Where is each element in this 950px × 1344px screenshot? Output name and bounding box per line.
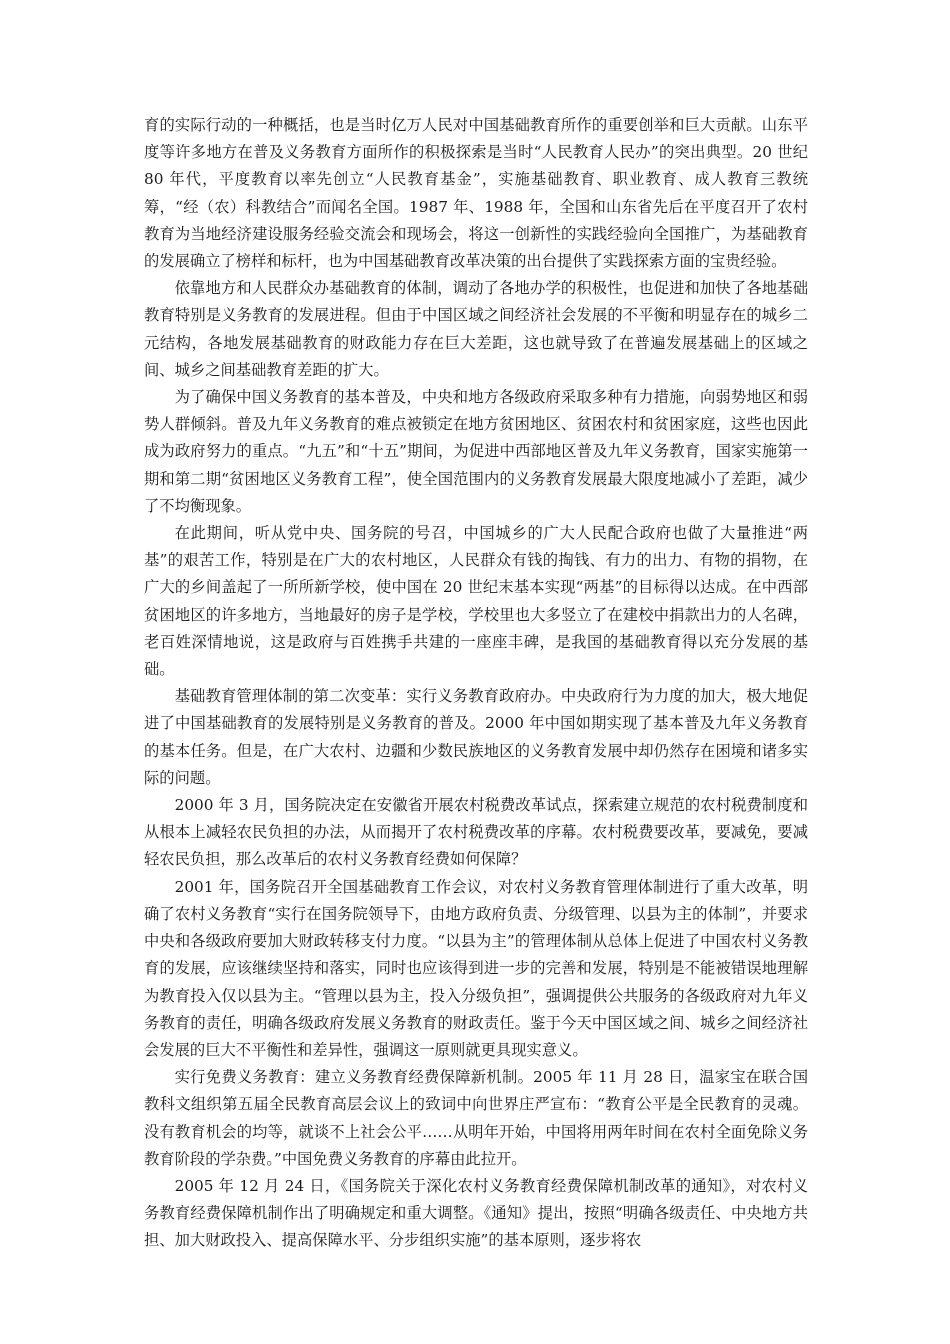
paragraph-9: 2005 年 12 月 24 日，《国务院关于深化农村义务教育经费保障机制改革的通知》，对农村义务教育经费保障机制作出了明确规定和重大调整。《通知》提出，按照“明确各级责任、中央地方共担、加大财政投入、提高保障水平、分步组织实施”的基本原则，逐步将农 — [144, 1176, 808, 1250]
document-page — [144, 112, 808, 1255]
paragraph-1: 育的实际行动的一种概括，也是当时亿万人民对中国基础教育所作的重要创举和巨大贡献。山东平度等许多地方在普及义务教育方面所作的积极探索是当时“人民教育人民办”的突出典型。20 世纪 80 年代，平度教育以率先创立“人民教育基金”，实施基础教育、职业教育、成人教育三教统筹，“经（农）科教结合”而闻名全国。1987 年、1988 年，全国和山东省先后在平度召开了农村教育为当地经济建设服务经验交流会和现场会，将这一创新性的实践经验向全国推广，为基础教育的发展确立了榜样和标杆，也为中国基础教育改革决策的出台提供了实践探索方面的宝贵经验。 — [144, 116, 808, 271]
paragraph-6: 2000 年 3 月，国务院决定在安徽省开展农村税费改革试点，探索建立规范的农村税费制度和从根本上减轻农民负担的办法，从而揭开了农村税费改革的序幕。农村税费要改革，要减免，要减轻农民负担，那么改革后的农村义务教育经费如何保障？ — [144, 796, 808, 869]
paragraph-8: 实行免费义务教育：建立义务教育经费保障新机制。2005 年 11 月 28 日，温家宝在联合国教科文组织第五届全民教育高层会议上的致词中向世界庄严宣布：“教育公平是全民教育的灵魂。没有教育机会的均等，就谈不上社会公平……从明年开始，中国将用两年时间在农村全面免除义务教育阶段的学杂费。”中国免费义务教育的序幕由此拉开。 — [144, 1068, 808, 1168]
paragraph-3: 为了确保中国义务教育的基本普及，中央和地方各级政府采取多种有力措施，向弱势地区和弱势人群倾斜。普及九年义务教育的难点被锁定在地方贫困地区、贫困农村和贫困家庭，这些也因此成为政府努力的重点。“九五”和“十五”期间，为促进中西部地区普及九年义务教育，国家实施第一期和第二期“贫困地区义务教育工程”，使全国范围内的义务教育发展最大限度地减小了差距，减少了不均衡现象。 — [144, 388, 808, 515]
paragraph-5: 基础教育管理体制的第二次变革：实行义务教育政府办。中央政府行为力度的加大，极大地促进了中国基础教育的发展特别是义务教育的普及。2000 年中国如期实现了基本普及九年义务教育的基本任务。但是，在广大农村、边疆和少数民族地区的义务教育发展中却仍然存在困境和诸多实际的问题。 — [144, 687, 808, 787]
paragraph-2: 依靠地方和人民群众办基础教育的体制，调动了各地办学的积极性，也促进和加快了各地基础教育特别是义务教育的发展进程。但由于中国区域之间经济社会发展的不平衡和明显存在的城乡二元结构，各地发展基础教育的财政能力存在巨大差距，这也就导致了在普遍发展基础上的区域之间、城乡之间基础教育差距的扩大。 — [144, 279, 808, 379]
paragraph-7: 2001 年，国务院召开全国基础教育工作会议，对农村义务教育管理体制进行了重大改革，明确了农村义务教育“实行在国务院领导下，由地方政府负责、分级管理、以县为主的体制”，并要求中央和各级政府要加大财政转移支付力度。“以县为主”的管理体制从总体上促进了中国农村义务教育的发展，应该继续坚持和落实，同时也应该得到进一步的完善和发展，特别是不能被错误地理解为教育投入仅以县为主。“管理以县为主，投入分级负担”，强调提供公共服务的各级政府对九年义务教育的责任，明确各级政府发展义务教育的财政责任。鉴于今天中国区域之间、城乡之间经济社会发展的巨大不平衡性和差异性，强调这一原则就更具现实意义。 — [144, 877, 808, 1059]
paragraph-4: 在此期间，听从党中央、国务院的号召，中国城乡的广大人民配合政府也做了大量推进“两基”的艰苦工作，特别是在广大的农村地区，人民群众有钱的掏钱、有力的出力、有物的捐物，在广大的乡间盖起了一所所新学校，使中国在 20 世纪末基本实现“两基”的目标得以达成。在中西部贫困地区的许多地方，当地最好的房子是学校，学校里也大多竖立了在建校中捐款出力的人名碑，老百姓深情地说，这是政府与百姓携手共建的一座座丰碑，是我国的基础教育得以充分发展的基础。 — [144, 524, 808, 679]
